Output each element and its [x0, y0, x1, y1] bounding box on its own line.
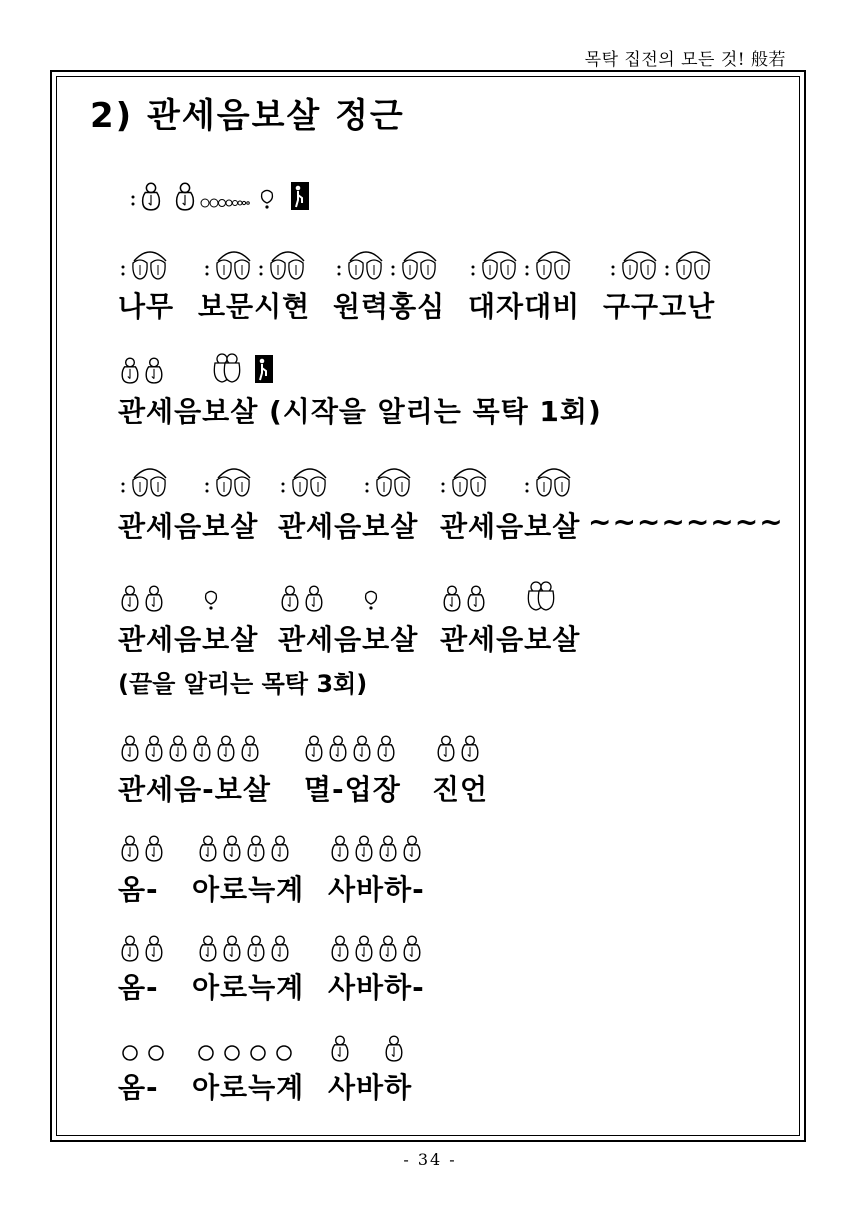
moktak-pair-icon [290, 464, 330, 498]
moktak-notation [336, 245, 444, 281]
moktak-notation [436, 726, 484, 762]
dot-icon [610, 255, 616, 281]
moktak-notation [362, 576, 384, 612]
moktak-pair-icon [214, 247, 254, 281]
chant-word: 사바하- [328, 971, 425, 1004]
moktak-icon [174, 181, 196, 211]
moktak-small-notation [258, 175, 280, 211]
moktak-icon [192, 734, 212, 762]
moktak-pair-icon [214, 464, 254, 498]
moktak-notation [120, 926, 168, 962]
moktak-notation [610, 245, 718, 281]
moktak-notation [330, 1026, 354, 1062]
moktak-notation [280, 462, 334, 498]
chant-word: 나무 [118, 290, 175, 323]
moktak-icon [354, 934, 374, 962]
chant-word: 옴- [118, 873, 159, 906]
notation-row-4 [120, 576, 720, 612]
moktak-notation [120, 826, 168, 862]
moktak-notation [120, 576, 168, 612]
moktak-pair-icon [346, 247, 386, 281]
bow-icon [290, 181, 310, 211]
chant-word: 아로늑계 [192, 873, 305, 906]
moktak-icon [120, 834, 140, 862]
moktak-icon [198, 834, 218, 862]
moktak-pair-icon [534, 464, 574, 498]
chant-word: 아로늑계 [192, 971, 305, 1004]
notation-row-3 [120, 462, 720, 498]
moktak-pair-icon [374, 464, 414, 498]
notation-row-6 [120, 826, 720, 862]
circle-icon [120, 1042, 144, 1062]
moktak-notation [470, 245, 578, 281]
moktak-icon [330, 834, 350, 862]
moktak-icon [222, 834, 242, 862]
moktak-icon [144, 584, 164, 612]
moktak-icon [436, 734, 456, 762]
dot-icon [524, 255, 530, 281]
moktak-small-icon [202, 586, 220, 612]
moktak-pair-icon [620, 247, 660, 281]
moktak-notation [304, 726, 400, 762]
moktak-icon [466, 584, 486, 612]
moktak-icon [354, 834, 374, 862]
notation-row-intro [130, 175, 330, 211]
moktak-pair-icon [534, 247, 574, 281]
bow-icon [254, 354, 274, 384]
chant-word: 사바하 [328, 1071, 413, 1104]
moktak-pair-icon [130, 464, 170, 498]
chant-word: 아로늑계 [192, 1071, 305, 1104]
moktak-notation [524, 462, 578, 498]
circle-icon [274, 1042, 298, 1062]
moktak-icon [240, 734, 260, 762]
moktak-notation [198, 826, 294, 862]
moktak-notation [384, 1026, 408, 1062]
moktak-icon [330, 1034, 350, 1062]
chant-line-2: 관세음보살 (시작을 알리는 목탁 1회) [118, 395, 602, 428]
circle-icon [146, 1042, 170, 1062]
chant-word: 옴- [118, 1071, 159, 1104]
dot-icon [524, 472, 530, 498]
moktak-pair-icon [268, 247, 308, 281]
chant-word: 옴- [118, 971, 159, 1004]
moktak-icon [460, 734, 480, 762]
roll-circles-icon [200, 185, 256, 211]
dot-icon [204, 255, 210, 281]
moktak-notation [198, 926, 294, 962]
moktak-icon [280, 584, 300, 612]
moktak-icon [144, 934, 164, 962]
moktak-roll-notation [174, 175, 260, 211]
moktak-notation [202, 576, 224, 612]
notation-row-8 [120, 1026, 720, 1062]
moktak-icon [246, 834, 266, 862]
chant-word: 멸-업장 [304, 773, 401, 806]
moktak-icon [120, 734, 140, 762]
moktak-icon [216, 734, 236, 762]
moktak-pair-icon [674, 247, 714, 281]
moktak-icon [330, 934, 350, 962]
chant-word: 진언 [432, 773, 489, 806]
moktak-notation [330, 926, 426, 962]
moktak-notation [120, 726, 264, 762]
moktak-icon [140, 181, 162, 211]
moktak-icon [144, 834, 164, 862]
chant-word: 관세음보살 [278, 510, 419, 543]
moktak-icon [304, 734, 324, 762]
moktak-notation [120, 245, 174, 281]
dot-icon [120, 472, 126, 498]
moktak-icon [402, 834, 422, 862]
moktak-icon [376, 734, 396, 762]
moktak-notation [120, 462, 174, 498]
notation-row-2 [120, 348, 320, 384]
circle-notation [120, 1026, 172, 1062]
moktak-notation [330, 826, 426, 862]
chant-word: 대자대비 [468, 290, 581, 323]
circle-icon [196, 1042, 220, 1062]
chant-word: 사바하- [328, 873, 425, 906]
chant-word: 관세음보살 [278, 623, 419, 656]
section-title: 2) 관세음보살 정근 [90, 96, 405, 136]
moktak-icon [144, 356, 164, 384]
moktak-icon [384, 1034, 404, 1062]
chant-word: ~~~~~~~~ [588, 505, 784, 538]
moktak-notation [280, 576, 328, 612]
dot-icon [280, 472, 286, 498]
moktak-icon [270, 834, 290, 862]
chant-word: 관세음보살 [440, 623, 581, 656]
moktak-pair-icon [400, 247, 440, 281]
moktak-notation [442, 576, 490, 612]
dot-icon [204, 472, 210, 498]
moktak-icon [120, 584, 140, 612]
notation-row-7 [120, 926, 720, 962]
chant-word: 관세음보살 [118, 623, 259, 656]
dot-icon [390, 255, 396, 281]
bow-icon [290, 175, 314, 211]
moktak-overlap-icon [524, 580, 558, 612]
moktak-notation [204, 245, 312, 281]
dot-icon [440, 472, 446, 498]
chant-word: 보문시현 [198, 290, 311, 323]
chant-word: 관세음보살 [118, 510, 259, 543]
moktak-icon [246, 934, 266, 962]
moktak-notation [120, 348, 168, 384]
dot-icon [470, 255, 476, 281]
moktak-icon [144, 734, 164, 762]
page-header: 목탁 집전의 모든 것! 般若 [584, 50, 786, 70]
moktak-icon [442, 584, 462, 612]
moktak-notation [210, 348, 248, 384]
notation-row-1 [120, 245, 720, 281]
moktak-icon [402, 934, 422, 962]
dot-icon [336, 255, 342, 281]
moktak-icon [304, 584, 324, 612]
moktak-icon [378, 934, 398, 962]
chant-line-8 [118, 1066, 413, 1198]
chant-word: 구구고난 [603, 290, 716, 323]
moktak-notation [204, 462, 258, 498]
moktak-notation [440, 462, 494, 498]
chant-note: (끝을 알리는 목탁 3회) [118, 670, 368, 698]
dot-icon [664, 255, 670, 281]
moktak-icon [270, 934, 290, 962]
moktak-icon [352, 734, 372, 762]
moktak-pair-icon [130, 247, 170, 281]
circle-icon [222, 1042, 246, 1062]
page-number: - 34 - [403, 1150, 457, 1169]
dot-icon [130, 185, 136, 211]
moktak-notation [524, 576, 562, 612]
moktak-pair-icon [480, 247, 520, 281]
dot-icon [258, 255, 264, 281]
moktak-overlap-icon [210, 352, 244, 384]
moktak-pair-icon [450, 464, 490, 498]
dot-icon [364, 472, 370, 498]
moktak-icon [168, 734, 188, 762]
moktak-notation [130, 175, 166, 211]
moktak-small-icon [258, 185, 276, 211]
moktak-icon [120, 934, 140, 962]
moktak-small-icon [362, 586, 380, 612]
moktak-icon [120, 356, 140, 384]
chant-word: 원력홍심 [333, 290, 446, 323]
dot-icon [120, 255, 126, 281]
moktak-icon [378, 834, 398, 862]
chant-word: 관세음보살 [440, 510, 581, 543]
moktak-notation [364, 462, 418, 498]
bow-icon [254, 348, 278, 384]
notation-row-5 [120, 726, 720, 762]
moktak-icon [328, 734, 348, 762]
circle-notation [196, 1026, 300, 1062]
moktak-icon [198, 934, 218, 962]
moktak-icon [222, 934, 242, 962]
circle-icon [248, 1042, 272, 1062]
chant-word: 관세음-보살 [118, 773, 271, 806]
